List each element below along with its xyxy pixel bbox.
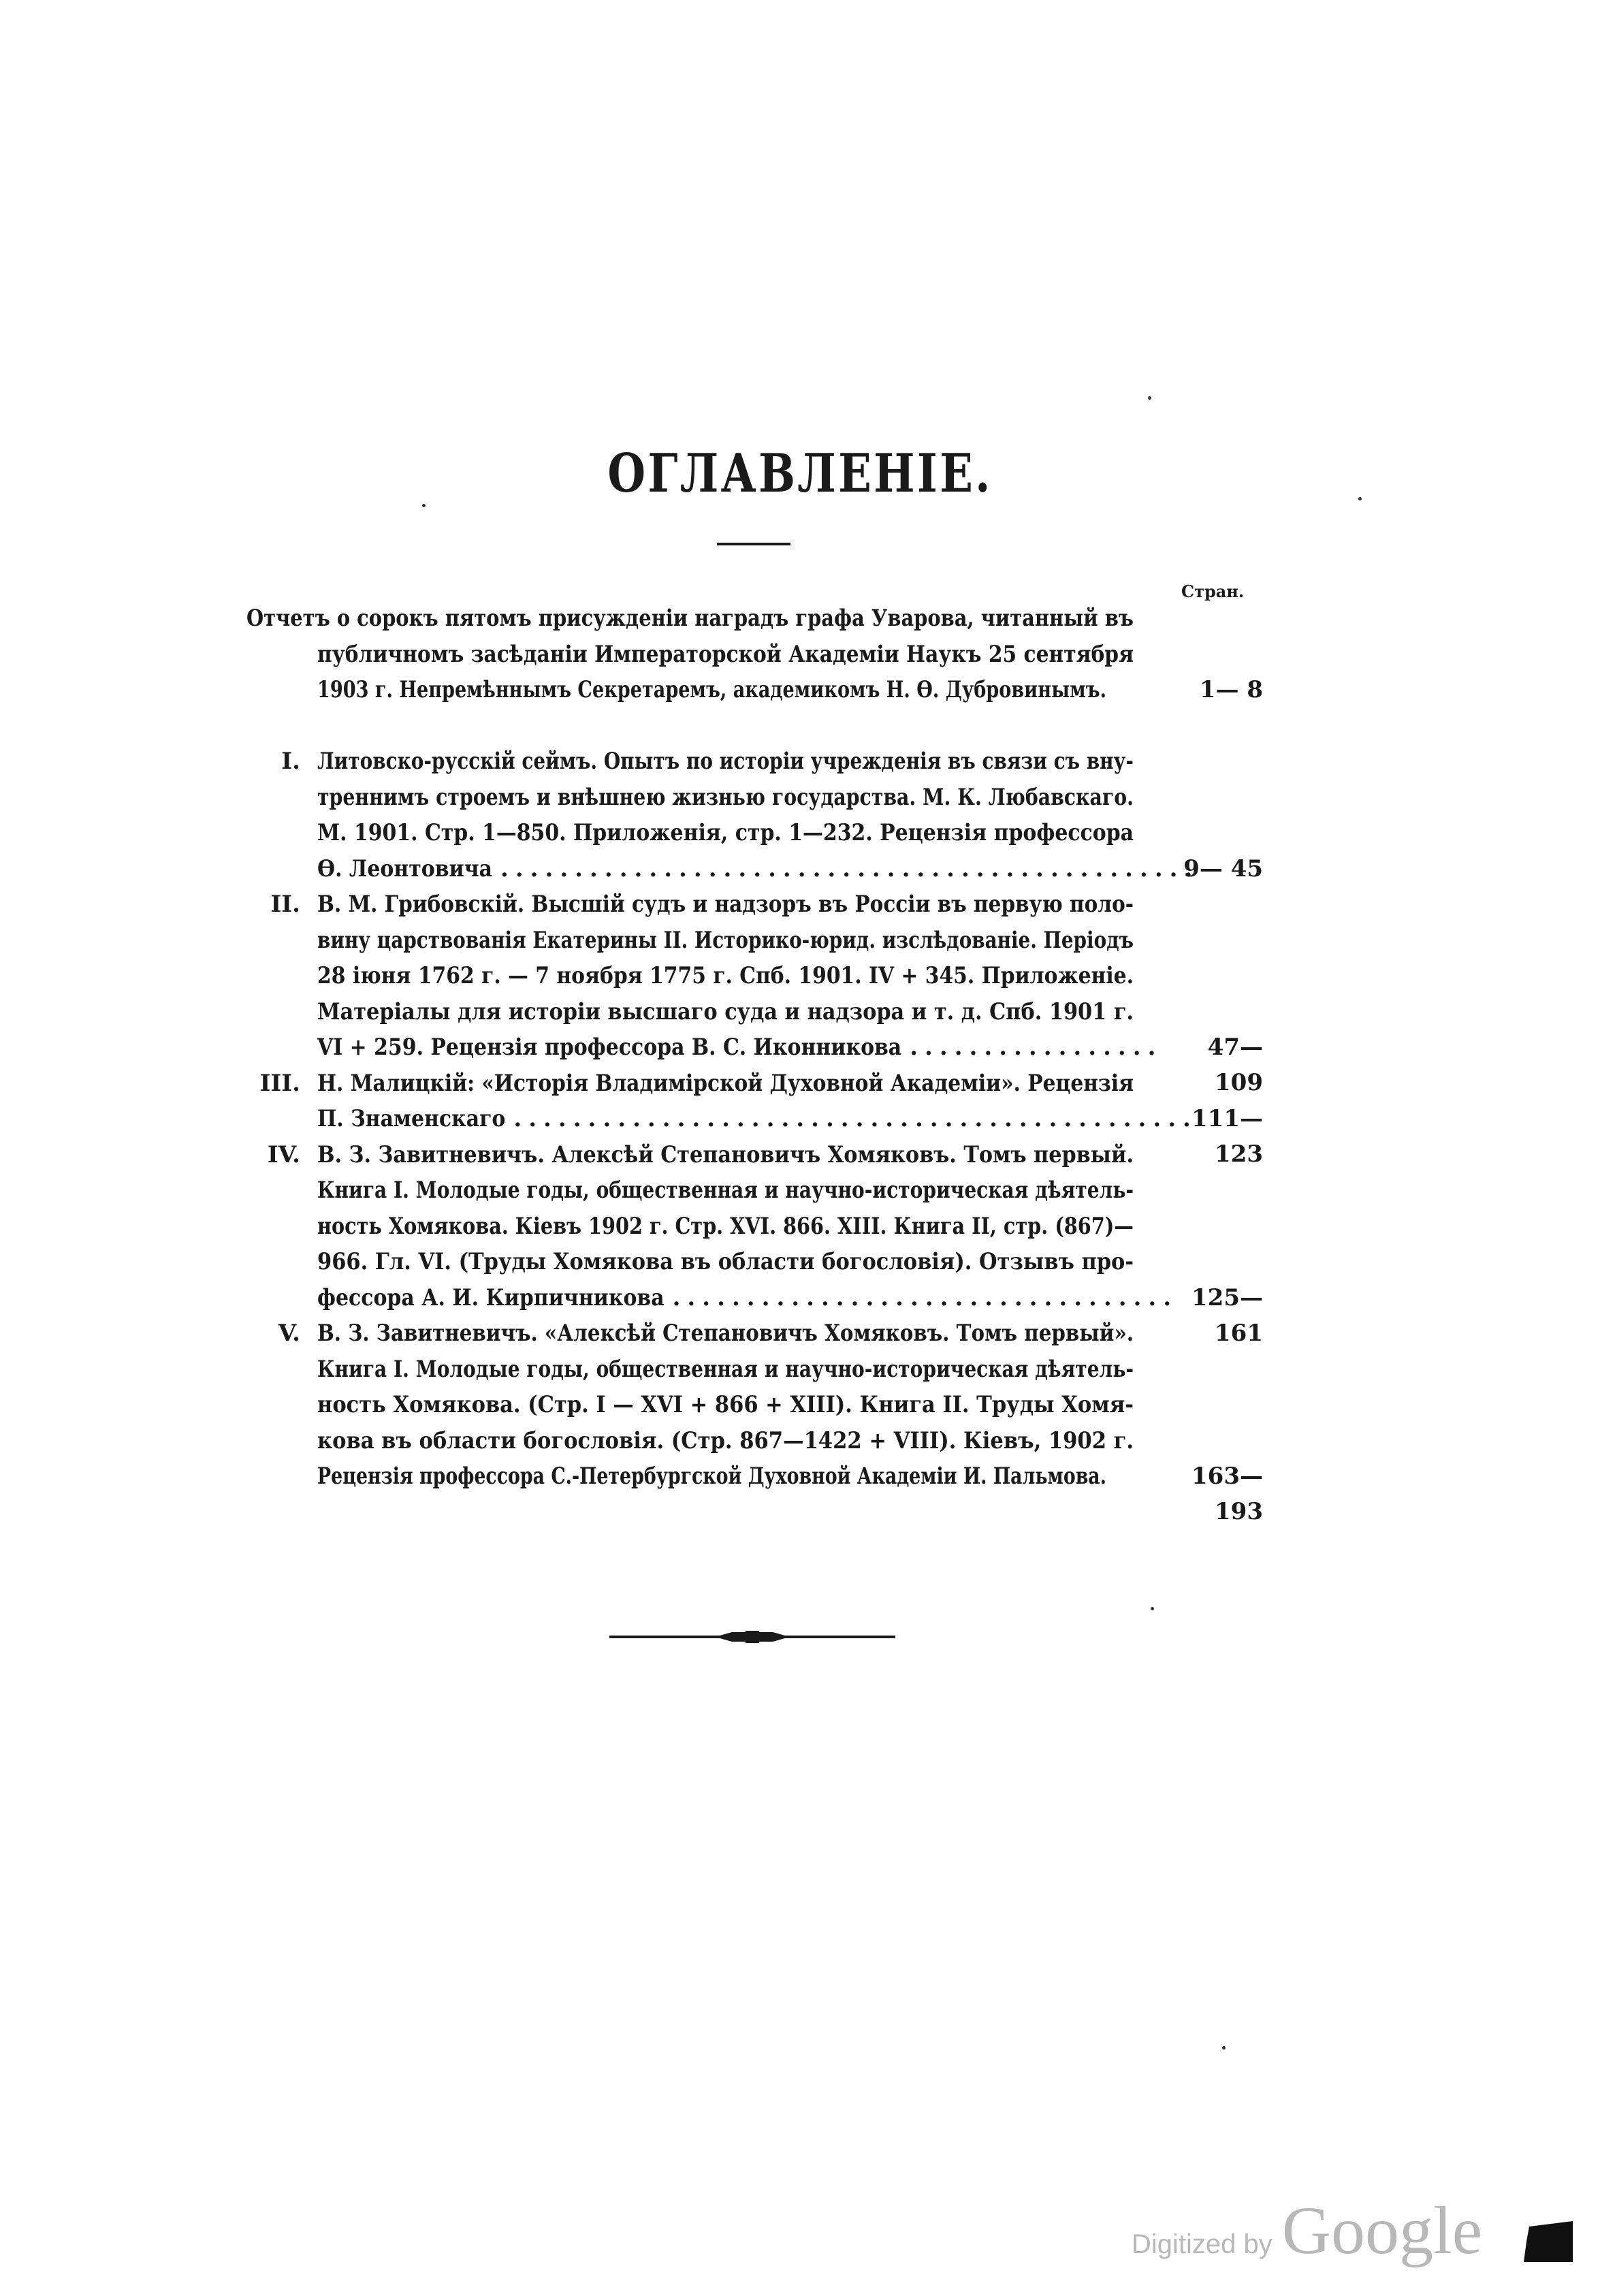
scan-speck xyxy=(1148,396,1151,400)
toc-entry-line xyxy=(317,815,1134,850)
pages-column-header: Стран. xyxy=(1181,581,1245,601)
toc-entry-text: Отчетъ о сорокъ пятомъ присужденіи наградъ графа Уварова, читанный въ xyxy=(246,605,1134,632)
toc-entry-pages: 163—193 xyxy=(1191,1463,1263,1525)
toc-entry-text: 28 іюня 1762 г. — 7 ноября 1775 г. Спб. 1901. IV + 345. Приложеніе. xyxy=(317,962,1134,989)
toc-entry-line xyxy=(317,923,1134,958)
toc-entry-text: ность Хомякова. Кіевъ 1902 г. Стр. XVI. 866. XIII. Книга II, стр. (867)— xyxy=(317,1212,1134,1240)
toc-entry-text: фессора А. И. Кирпичникова xyxy=(317,1283,665,1311)
toc-entry-line xyxy=(317,1137,1134,1173)
toc-entry-text: Ѳ. Леонтовича xyxy=(317,855,493,882)
toc-entry-pages: 125—161 xyxy=(1191,1283,1263,1347)
toc-entry-line xyxy=(317,958,1134,993)
toc-entry-line xyxy=(317,1316,1134,1351)
toc-entry-line xyxy=(317,994,1134,1030)
toc-entry-line xyxy=(317,637,1134,672)
toc-entry-text: публичномъ засѣданіи Императорской Академіи Наукъ 25 сентября xyxy=(317,640,1134,668)
digitized-by-google-watermark xyxy=(1132,2191,1482,2273)
toc-entry-line xyxy=(317,780,1134,815)
toc-entry-line xyxy=(317,1209,1134,1244)
toc-entry-pages: 111—123 xyxy=(1191,1105,1263,1168)
toc-entry-line xyxy=(317,672,1134,707)
toc-entry-text: ность Хомякова. (Стр. I — XVI + 866 + XIII). Книга II. Труды Хомя- xyxy=(317,1391,1134,1418)
toc-entry-line xyxy=(246,601,1134,636)
title-rule xyxy=(717,543,790,545)
toc-entry-text: В. З. Завитневичъ. Алексѣй Степановичъ Хомяковъ. Томъ первый. xyxy=(317,1141,1134,1168)
toc-entry-numeral: III. xyxy=(259,1069,300,1097)
toc-entry-text: Матеріалы для исторіи высшаго суда и надзора и т. д. Спб. 1901 г. xyxy=(317,998,1134,1025)
toc-entry-text: треннимъ строемъ и внѣшнею жизнью государства. М. К. Любавскаго. xyxy=(317,783,1134,811)
dot-leader: .............................................. xyxy=(513,1105,1198,1132)
scan-speck xyxy=(1151,1607,1154,1610)
toc-entry-pages: 9— 45 xyxy=(1183,855,1263,882)
toc-entry-line xyxy=(317,1387,1134,1422)
toc-entry-numeral: V. xyxy=(278,1320,300,1347)
toc-entry-text: В. З. Завитневичъ. «Алексѣй Степановичъ Хомяковъ. Томъ первый». xyxy=(317,1320,1134,1347)
toc-entry-text: 966. Гл. VI. (Труды Хомякова въ области богословія). Отзывъ про- xyxy=(317,1248,1134,1275)
dot-leader: ................. xyxy=(910,1034,1163,1061)
toc-entry-numeral xyxy=(246,637,300,672)
toc-entry-text: VI + 259. Рецензія профессора В. С. Иконникова xyxy=(317,1034,902,1061)
toc-entry-text: 1903 г. Непремѣннымъ Секретаремъ, академикомъ Н. Ѳ. Дубровинымъ. xyxy=(317,676,1106,703)
toc-entry-line xyxy=(317,1423,1134,1458)
scan-speck xyxy=(1222,2046,1226,2050)
toc-entry-numeral: IV. xyxy=(267,1141,300,1168)
toc-entry-line xyxy=(317,1458,1134,1494)
ornament-divider xyxy=(609,1630,895,1644)
toc-entry-text: Литовско-русскій сеймъ. Опытъ по исторіи учрежденія въ связи съ вну- xyxy=(317,748,1134,775)
toc-entry-line xyxy=(317,1244,1134,1279)
google-logo: Google xyxy=(1281,2193,1483,2268)
toc-entry-pages: 47—109 xyxy=(1207,1034,1263,1096)
scan-speck xyxy=(1358,497,1362,500)
toc-entry-text: Книга I. Молодые годы, общественная и научно-историческая дѣятель- xyxy=(317,1355,1134,1383)
toc-entry-text: Н. Малицкій: «Исторія Владимірской Духовной Академіи». Рецензія xyxy=(317,1069,1134,1097)
toc-entry-text: кова въ области богословія. (Стр. 867—1422 + VIII). Кіевъ, 1902 г. xyxy=(317,1426,1134,1454)
toc-entry-text: В. М. Грибовскій. Высшій судъ и надзоръ въ Россіи въ первую поло- xyxy=(317,891,1134,918)
toc-entry-text: Рецензія профессора С.-Петербургской Духовной Академіи И. Пальмова. xyxy=(317,1463,1106,1490)
toc-entry-text: вину царствованія Екатерины II. Историко-юрид. изслѣдованіе. Періодъ xyxy=(317,926,1134,954)
dot-leader: .................................. xyxy=(672,1283,1179,1311)
digitized-by-label: Digitized by xyxy=(1132,2229,1273,2259)
page-title: ОГЛАВЛЕНІЕ. xyxy=(607,443,993,505)
toc-entry-pages: 1— 8 xyxy=(1199,676,1263,703)
toc-entry-line xyxy=(317,1173,1134,1208)
toc-entry-text: П. Знаменскаго xyxy=(317,1105,506,1132)
scan-speck xyxy=(422,504,426,507)
toc-entry-numeral: II. xyxy=(270,891,300,918)
scan-corner-mark xyxy=(1524,2221,1573,2262)
toc-entry-line xyxy=(317,887,1134,922)
toc-entry-text: Книга I. Молодые годы, общественная и научно-историческая дѣятель- xyxy=(317,1177,1134,1204)
toc-entry-text: М. 1901. Стр. 1—850. Приложенія, стр. 1—232. Рецензія профессора xyxy=(317,819,1134,846)
toc-entry-line xyxy=(317,1352,1134,1387)
toc-entry-numeral: I. xyxy=(281,748,300,775)
dot-leader: ............................................... xyxy=(500,855,1200,882)
toc-entry-line xyxy=(317,744,1134,779)
toc-entry-line xyxy=(317,1066,1134,1101)
